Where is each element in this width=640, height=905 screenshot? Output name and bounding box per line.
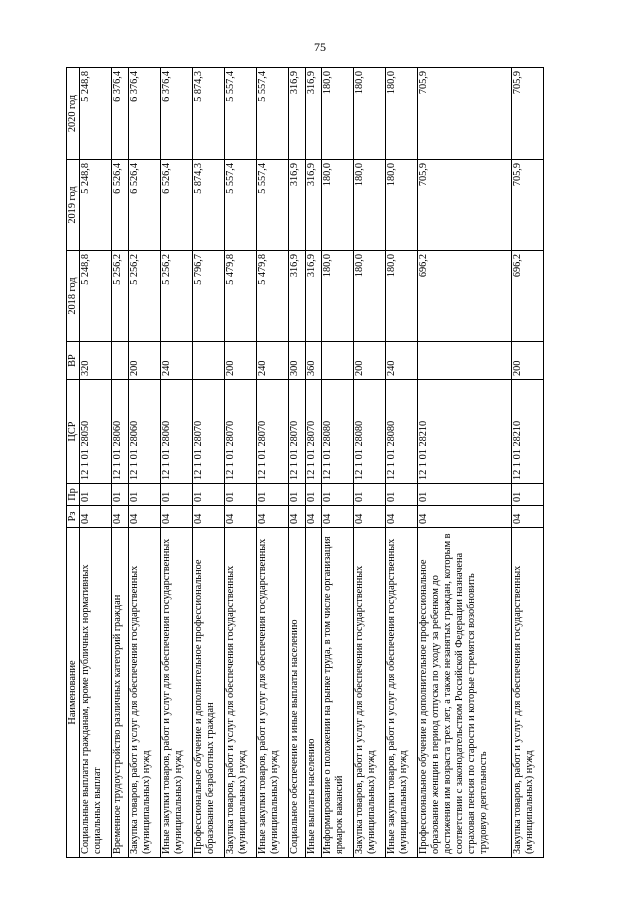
table-row: [224, 68, 256, 858]
cell-2020: 6 376,4: [128, 68, 160, 160]
cell-csr: 12 1 01 28070: [288, 380, 305, 484]
cell-name: Социальные выплаты гражданам, кроме публичных нормативных социальных выплат: [79, 528, 111, 858]
cell-2019: 5 248,8: [79, 160, 111, 251]
cell-2019: 180,0: [354, 160, 386, 251]
cell-2018: 5 248,8: [79, 251, 111, 342]
cell-vr: 300: [288, 342, 305, 380]
cell-2019: 705,9: [418, 160, 512, 251]
cell-2018: 316,9: [305, 251, 322, 342]
cell-2018: 316,9: [288, 251, 305, 342]
cell-pr: 01: [128, 484, 160, 506]
cell-vr: 320: [79, 342, 111, 380]
cell-vr: 360: [305, 342, 322, 380]
cell-2019: 316,9: [305, 160, 322, 251]
cell-2019: 705,9: [511, 160, 543, 251]
cell-2020: 6 376,4: [111, 68, 128, 160]
cell-2019: 180,0: [386, 160, 418, 251]
cell-csr: 12 1 01 28060: [111, 380, 128, 484]
cell-2020: 5 557,4: [256, 68, 288, 160]
cell-2020: 6 376,4: [160, 68, 192, 160]
cell-csr: 12 1 01 28060: [128, 380, 160, 484]
cell-rz: 04: [418, 506, 512, 528]
cell-2018: 5 256,2: [128, 251, 160, 342]
cell-rz: 04: [322, 506, 354, 528]
page-number: 75: [314, 40, 326, 54]
table-row: [288, 68, 305, 858]
cell-2020: 5 874,3: [192, 68, 224, 160]
table-row: [354, 68, 386, 858]
cell-2018: 696,2: [418, 251, 512, 342]
cell-name: Профессиональное обучение и дополнительное профессиональное образование женщин в период отпуска по уходу за ребенком до достижения им возраста трех лет, а также незанятых граждан, которым в соответствии с законодательством Российской Федерации назначена страховая пенсия по старости и которые стремятся возобновить трудовую деятельность: [418, 528, 512, 858]
cell-pr: 01: [79, 484, 111, 506]
cell-csr: 12 1 01 28070: [256, 380, 288, 484]
cell-2019: 180,0: [322, 160, 354, 251]
cell-2020: 180,0: [322, 68, 354, 160]
cell-rz: 04: [128, 506, 160, 528]
cell-rz: 04: [511, 506, 543, 528]
header-vr: ВР: [67, 342, 80, 380]
cell-name: Иные закупки товаров, работ и услуг для обеспечения государственных (муниципальных) нужд: [256, 528, 288, 858]
cell-2020: 705,9: [511, 68, 543, 160]
table-body: [79, 68, 543, 858]
cell-2020: 5 248,8: [79, 68, 111, 160]
cell-csr: 12 1 01 28060: [160, 380, 192, 484]
cell-2020: 180,0: [354, 68, 386, 160]
header-2018: 2018 год: [67, 251, 80, 342]
cell-vr: [192, 342, 224, 380]
cell-pr: 01: [224, 484, 256, 506]
cell-vr: 240: [160, 342, 192, 380]
cell-vr: [418, 342, 512, 380]
cell-pr: 01: [192, 484, 224, 506]
table-header-row: [67, 68, 80, 858]
cell-vr: [111, 342, 128, 380]
cell-2020: 5 557,4: [224, 68, 256, 160]
cell-name: Профессиональное обучение и дополнительное профессиональное образование безработных граждан: [192, 528, 224, 858]
cell-name: Закупка товаров, работ и услуг для обеспечения государственных (муниципальных) нужд: [511, 528, 543, 858]
cell-csr: 12 1 01 28050: [79, 380, 111, 484]
cell-2018: 180,0: [354, 251, 386, 342]
cell-vr: 240: [386, 342, 418, 380]
table-row: [128, 68, 160, 858]
cell-vr: 200: [128, 342, 160, 380]
cell-csr: 12 1 01 28080: [386, 380, 418, 484]
table-row: [511, 68, 543, 858]
cell-rz: 04: [160, 506, 192, 528]
cell-csr: 12 1 01 28070: [224, 380, 256, 484]
table-row: [418, 68, 512, 858]
cell-2019: 6 526,4: [128, 160, 160, 251]
cell-2018: 5 256,2: [160, 251, 192, 342]
cell-csr: 12 1 01 28210: [418, 380, 512, 484]
header-csr: ЦСР: [67, 380, 80, 484]
cell-name: Временное трудоустройство различных категорий граждан: [111, 528, 128, 858]
cell-rz: 04: [111, 506, 128, 528]
cell-rz: 04: [79, 506, 111, 528]
cell-2019: 6 526,4: [160, 160, 192, 251]
cell-vr: 240: [256, 342, 288, 380]
cell-2018: 5 256,2: [111, 251, 128, 342]
cell-2018: 180,0: [386, 251, 418, 342]
cell-csr: 12 1 01 28210: [511, 380, 543, 484]
table-row: [305, 68, 322, 858]
cell-name: Информирование о положении на рынке труда, в том числе организация ярмарок вакансий: [322, 528, 354, 858]
cell-2018: 5 479,8: [256, 251, 288, 342]
cell-rz: 04: [192, 506, 224, 528]
cell-pr: 01: [111, 484, 128, 506]
cell-pr: 01: [418, 484, 512, 506]
cell-vr: [322, 342, 354, 380]
cell-2019: 5 874,3: [192, 160, 224, 251]
cell-rz: 04: [305, 506, 322, 528]
table-row: [256, 68, 288, 858]
cell-2019: 316,9: [288, 160, 305, 251]
cell-vr: 200: [511, 342, 543, 380]
rotated-table-container: [66, 68, 544, 858]
cell-name: Социальное обеспечение и иные выплаты населению: [288, 528, 305, 858]
cell-name: Закупка товаров, работ и услуг для обеспечения государственных (муниципальных) нужд: [354, 528, 386, 858]
cell-pr: 01: [354, 484, 386, 506]
cell-pr: 01: [322, 484, 354, 506]
cell-rz: 04: [354, 506, 386, 528]
table-row: [386, 68, 418, 858]
cell-pr: 01: [160, 484, 192, 506]
cell-2018: 5 479,8: [224, 251, 256, 342]
cell-2019: 6 526,4: [111, 160, 128, 251]
cell-rz: 04: [256, 506, 288, 528]
cell-name: Иные закупки товаров, работ и услуг для обеспечения государственных (муниципальных) нужд: [386, 528, 418, 858]
cell-name: Иные закупки товаров, работ и услуг для обеспечения государственных (муниципальных) нужд: [160, 528, 192, 858]
cell-pr: 01: [256, 484, 288, 506]
table-row: [192, 68, 224, 858]
cell-pr: 01: [288, 484, 305, 506]
cell-vr: 200: [354, 342, 386, 380]
cell-csr: 12 1 01 28080: [322, 380, 354, 484]
cell-csr: 12 1 01 28080: [354, 380, 386, 484]
cell-name: Закупка товаров, работ и услуг для обеспечения государственных (муниципальных) нужд: [128, 528, 160, 858]
table-row: [111, 68, 128, 858]
cell-rz: 04: [224, 506, 256, 528]
cell-2018: 180,0: [322, 251, 354, 342]
cell-2020: 316,9: [305, 68, 322, 160]
cell-2018: 696,2: [511, 251, 543, 342]
cell-rz: 04: [386, 506, 418, 528]
cell-pr: 01: [386, 484, 418, 506]
cell-csr: 12 1 01 28070: [192, 380, 224, 484]
table-row: [322, 68, 354, 858]
cell-2020: 316,9: [288, 68, 305, 160]
header-pr: Пр: [67, 484, 80, 506]
header-2020: 2020 год: [67, 68, 80, 160]
cell-2019: 5 557,4: [224, 160, 256, 251]
header-name: Наименование: [67, 528, 80, 858]
cell-rz: 04: [288, 506, 305, 528]
table-row: [79, 68, 111, 858]
cell-pr: 01: [511, 484, 543, 506]
header-rz: Рз: [67, 506, 80, 528]
cell-2020: 705,9: [418, 68, 512, 160]
cell-2020: 180,0: [386, 68, 418, 160]
cell-2019: 5 557,4: [256, 160, 288, 251]
cell-vr: 200: [224, 342, 256, 380]
budget-table: [66, 67, 544, 858]
cell-pr: 01: [305, 484, 322, 506]
cell-csr: 12 1 01 28070: [305, 380, 322, 484]
cell-name: Закупка товаров, работ и услуг для обеспечения государственных (муниципальных) нужд: [224, 528, 256, 858]
cell-2018: 5 796,7: [192, 251, 224, 342]
cell-name: Иные выплаты населению: [305, 528, 322, 858]
table-row: [160, 68, 192, 858]
header-2019: 2019 год: [67, 160, 80, 251]
